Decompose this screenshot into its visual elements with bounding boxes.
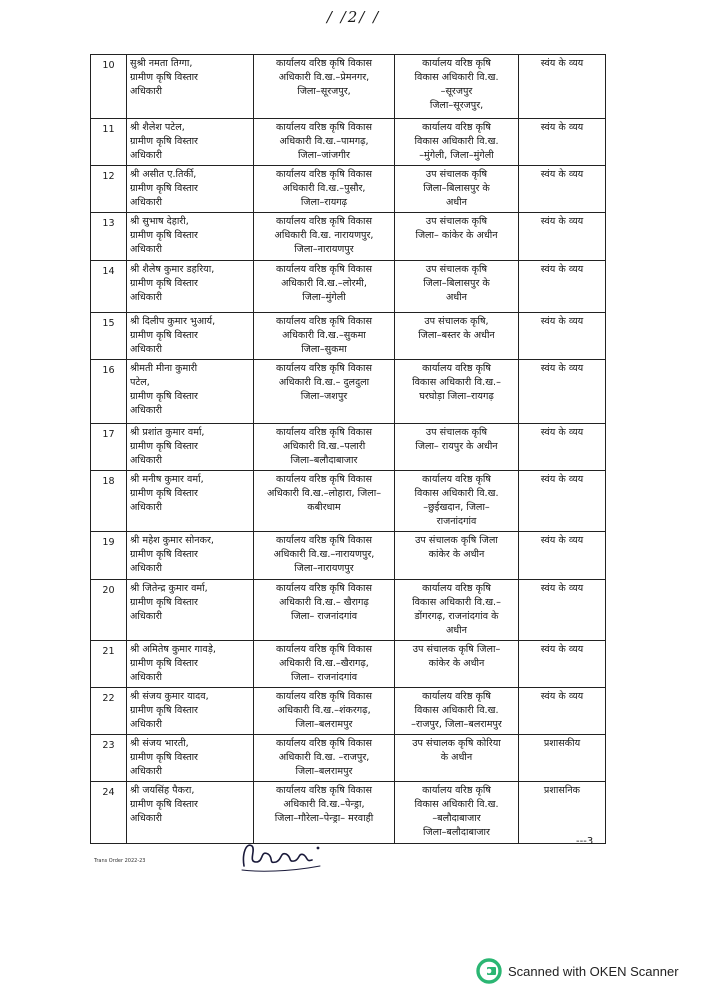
transfer-remark: स्वंय के व्यय — [519, 471, 606, 532]
serial-number: 19 — [91, 532, 127, 580]
from-office — [254, 55, 395, 119]
employee-name — [127, 688, 254, 735]
page-number: / /2/ / — [326, 8, 381, 26]
from-office-line: जिला–मुंगेली — [302, 292, 346, 303]
serial-number: 24 — [91, 782, 127, 844]
employee-name-line: श्री जयसिंह पैकरा, — [130, 785, 195, 796]
from-office-line: कार्यालय वरिष्ठ कृषि विकास — [275, 264, 373, 275]
employee-name-line: ग्रामीण कृषि विस्तार — [130, 136, 198, 147]
from-office — [254, 424, 395, 471]
from-office-line: जिला–नारायणपुर — [294, 244, 354, 255]
from-office — [254, 360, 395, 424]
to-office — [395, 532, 519, 580]
to-office — [395, 213, 519, 261]
to-office-line: उप संचालक कृषि, — [424, 316, 489, 327]
from-office-line: जिला– राजनांदगांव — [290, 611, 358, 622]
serial-number: 18 — [91, 471, 127, 532]
to-office-line: जिला–सूरजपुर, — [429, 100, 484, 111]
from-office — [254, 213, 395, 261]
from-office — [254, 735, 395, 782]
serial-number: 12 — [91, 166, 127, 213]
from-office-line: जिला– राजनांदगांव — [290, 672, 358, 683]
to-office-line: कार्यालय वरिष्ठ कृषि — [422, 785, 491, 796]
transfer-remark: स्वंय के व्यय — [519, 688, 606, 735]
from-office — [254, 119, 395, 166]
to-office-line: विकास अधिकारी वि.ख.– — [412, 377, 501, 388]
from-office-line: जिला–बलरामपुर — [295, 766, 353, 777]
to-office-line: डोंगरगढ़, राजनांदगांव के — [414, 611, 499, 622]
serial-number: 22 — [91, 688, 127, 735]
to-office-line: –मुंगेली, जिला–मुंगेली — [419, 150, 494, 161]
from-office-line: जिला–नारायणपुर — [294, 563, 354, 574]
to-office-line: जिला–बस्तर के अधीन — [418, 330, 495, 341]
to-office — [395, 641, 519, 688]
to-office — [395, 313, 519, 360]
to-office-line: कार्यालय वरिष्ठ कृषि — [422, 58, 491, 69]
to-office-line: कार्यालय वरिष्ठ कृषि — [422, 122, 491, 133]
table-row — [91, 735, 606, 782]
to-office-line: विकास अधिकारी वि.ख.– — [412, 597, 501, 608]
to-office-line: –छुईखदान, जिला– — [423, 502, 490, 513]
table-row — [91, 424, 606, 471]
from-office-line: कार्यालय वरिष्ठ कृषि विकास — [275, 122, 373, 133]
to-office-line: उप संचालक कृषि जिला — [415, 535, 498, 546]
employee-name-line: अधिकारी — [130, 292, 162, 303]
employee-name — [127, 166, 254, 213]
to-office — [395, 471, 519, 532]
from-office-line: अधिकारी वि.ख.–लोहारा, जिला– — [266, 488, 382, 499]
to-office-line: उप संचालक कृषि — [425, 264, 488, 275]
order-reference: Trans Order 2022-23 — [94, 858, 146, 864]
from-office-line: जिला–बलरामपुर — [295, 719, 353, 730]
table-row — [91, 471, 606, 532]
table-row — [91, 119, 606, 166]
to-office-line: कार्यालय वरिष्ठ कृषि — [422, 474, 491, 485]
table-row — [91, 213, 606, 261]
employee-name-line: ग्रामीण कृषि विस्तार — [130, 658, 198, 669]
employee-name-line: श्री दिलीप कुमार भुआर्य, — [130, 316, 216, 327]
to-office-line: जिला– रायपुर के अधीन — [415, 441, 498, 452]
employee-name-line: ग्रामीण कृषि विस्तार — [130, 441, 198, 452]
to-office-line: जिला–बिलासपुर के — [423, 183, 490, 194]
from-office-line: अधिकारी वि.ख.–पुसौर, — [282, 183, 366, 194]
serial-number: 23 — [91, 735, 127, 782]
employee-name-line: श्री जितेन्द्र कुमार वर्मा, — [130, 583, 208, 594]
serial-number: 21 — [91, 641, 127, 688]
transfer-remark: स्वंय के व्यय — [519, 213, 606, 261]
transfer-remark: स्वंय के व्यय — [519, 641, 606, 688]
to-office-line: अधीन — [445, 197, 468, 208]
to-office-line: अधीन — [445, 625, 468, 636]
employee-name-line: अधिकारी — [130, 150, 162, 161]
from-office-line: कार्यालय वरिष्ठ कृषि विकास — [275, 644, 373, 655]
to-office — [395, 782, 519, 844]
from-office-line: अधिकारी वि.ख. –राजपुर, — [278, 752, 370, 763]
employee-name-line: ग्रामीण कृषि विस्तार — [130, 705, 198, 716]
employee-name — [127, 261, 254, 313]
employee-name-line: अधिकारी — [130, 813, 162, 824]
employee-name — [127, 471, 254, 532]
from-office-line: कार्यालय वरिष्ठ कृषि विकास — [275, 474, 373, 485]
to-office-line: कांकेर के अधीन — [428, 549, 485, 560]
serial-number: 14 — [91, 261, 127, 313]
employee-name-line: श्री संजय कुमार यादव, — [130, 691, 209, 702]
employee-name-line: श्री शैलेश पटेल, — [130, 122, 185, 133]
to-office — [395, 55, 519, 119]
employee-name-line: अधिकारी — [130, 405, 162, 416]
employee-name-line: अधिकारी — [130, 611, 162, 622]
from-office — [254, 313, 395, 360]
serial-number: 16 — [91, 360, 127, 424]
to-office — [395, 424, 519, 471]
to-office-line: जिला– कांकेर के अधीन — [415, 230, 498, 241]
transfer-remark: स्वंय के व्यय — [519, 580, 606, 641]
to-office-line: के अधीन — [440, 752, 473, 763]
table-row — [91, 166, 606, 213]
from-office — [254, 688, 395, 735]
employee-name-line: श्री असीत ए.तिर्की, — [130, 169, 197, 180]
employee-name — [127, 735, 254, 782]
employee-name-line: ग्रामीण कृषि विस्तार — [130, 488, 198, 499]
employee-name — [127, 532, 254, 580]
serial-number: 20 — [91, 580, 127, 641]
employee-name — [127, 313, 254, 360]
continued-marker: ---3 — [576, 836, 594, 847]
from-office-line: कार्यालय वरिष्ठ कृषि विकास — [275, 216, 373, 227]
employee-name — [127, 641, 254, 688]
employee-name-line: ग्रामीण कृषि विस्तार — [130, 549, 198, 560]
employee-name-line: ग्रामीण कृषि विस्तार — [130, 72, 198, 83]
from-office-line: कार्यालय वरिष्ठ कृषि विकास — [275, 363, 373, 374]
table-row — [91, 580, 606, 641]
employee-name — [127, 119, 254, 166]
from-office-line: जिला–जशपुर — [300, 391, 348, 402]
employee-name-line: अधिकारी — [130, 766, 162, 777]
serial-number: 15 — [91, 313, 127, 360]
employee-name-line: श्रीमती मीना कुमारी — [130, 363, 198, 374]
employee-name-line: ग्रामीण कृषि विस्तार — [130, 391, 198, 402]
from-office-line: अधिकारी वि.ख.–लोरमी, — [281, 278, 367, 289]
from-office-line: कार्यालय वरिष्ठ कृषि विकास — [275, 427, 373, 438]
employee-name — [127, 360, 254, 424]
employee-name-line: अधिकारी — [130, 455, 162, 466]
to-office-line: विकास अधिकारी वि.ख. — [414, 72, 499, 83]
from-office-line: जिला–सूरजपुर, — [297, 86, 351, 97]
transfer-table — [90, 54, 606, 844]
employee-name-line: अधिकारी — [130, 672, 162, 683]
table-row — [91, 360, 606, 424]
serial-number: 11 — [91, 119, 127, 166]
to-office — [395, 735, 519, 782]
employee-name — [127, 424, 254, 471]
employee-name — [127, 580, 254, 641]
from-office-line: कार्यालय वरिष्ठ कृषि विकास — [275, 535, 373, 546]
employee-name-line: श्री शैलेष कुमार डहरिया, — [130, 264, 215, 275]
from-office-line: जिला–बलौदाबाजार — [290, 455, 358, 466]
employee-name-line: ग्रामीण कृषि विस्तार — [130, 330, 198, 341]
from-office — [254, 471, 395, 532]
from-office-line: अधिकारी वि.ख.–प्रेमनगर, — [278, 72, 370, 83]
to-office — [395, 688, 519, 735]
scanner-label: Scanned with OKEN Scanner — [508, 963, 679, 979]
to-office-line: जिला–बलौदाबाजार — [423, 827, 490, 838]
from-office-line: अधिकारी वि.ख.–पामगढ़, — [279, 136, 369, 147]
to-office — [395, 119, 519, 166]
employee-name — [127, 55, 254, 119]
to-office — [395, 580, 519, 641]
from-office-line: कबीरधाम — [307, 502, 341, 513]
scanner-watermark — [476, 958, 679, 984]
transfer-remark: स्वंय के व्यय — [519, 360, 606, 424]
to-office-line: उप संचालक कृषि — [425, 427, 488, 438]
from-office-line: अधिकारी वि.ख.–नारायणपुर, — [273, 549, 375, 560]
employee-name-line: अधिकारी — [130, 502, 162, 513]
to-office-line: –राजपुर, जिला–बलरामपुर — [411, 719, 502, 730]
to-office-line: जिला–बिलासपुर के — [423, 278, 490, 289]
employee-name — [127, 213, 254, 261]
from-office — [254, 580, 395, 641]
from-office — [254, 166, 395, 213]
to-office-line: विकास अधिकारी वि.ख. — [414, 488, 499, 499]
employee-name-line: सुश्री नमता तिग्गा, — [130, 58, 193, 69]
to-office-line: विकास अधिकारी वि.ख. — [414, 799, 499, 810]
from-office-line: अधिकारी वि.ख.– खैरागढ़ — [279, 597, 369, 608]
employee-name-line: अधिकारी — [130, 197, 162, 208]
to-office-line: कार्यालय वरिष्ठ कृषि — [422, 363, 491, 374]
employee-name-line: ग्रामीण कृषि विस्तार — [130, 278, 198, 289]
from-office-line: कार्यालय वरिष्ठ कृषि विकास — [275, 738, 373, 749]
from-office-line: कार्यालय वरिष्ठ कृषि विकास — [275, 583, 373, 594]
from-office — [254, 641, 395, 688]
from-office-line: कार्यालय वरिष्ठ कृषि विकास — [275, 691, 373, 702]
serial-number: 17 — [91, 424, 127, 471]
employee-name-line: श्री महेश कुमार सोनकर, — [130, 535, 214, 546]
table-row — [91, 688, 606, 735]
from-office-line: अधिकारी वि.ख.– दुलदुला — [278, 377, 370, 388]
transfer-remark: स्वंय के व्यय — [519, 261, 606, 313]
employee-name-line: ग्रामीण कृषि विस्तार — [130, 183, 198, 194]
to-office-line: विकास अधिकारी वि.ख. — [414, 136, 499, 147]
table-row — [91, 532, 606, 580]
transfer-remark: स्वंय के व्यय — [519, 55, 606, 119]
to-office — [395, 261, 519, 313]
employee-name-line: श्री अमितेष कुमार गावड़े, — [130, 644, 216, 655]
employee-name-line: अधिकारी — [130, 563, 162, 574]
from-office-line: अधिकारी वि.ख. नारायणपुर, — [274, 230, 374, 241]
transfer-remark: स्वंय के व्यय — [519, 166, 606, 213]
to-office-line: कार्यालय वरिष्ठ कृषि — [422, 691, 491, 702]
from-office-line: अधिकारी वि.ख.–शंकरगढ़, — [277, 705, 371, 716]
to-office-line: विकास अधिकारी वि.ख. — [414, 705, 499, 716]
transfer-remark: स्वंय के व्यय — [519, 119, 606, 166]
to-office — [395, 360, 519, 424]
table-row — [91, 782, 606, 844]
to-office-line: घरघोड़ा जिला–रायगढ़ — [419, 391, 494, 402]
employee-name-line: श्री मनीष कुमार वर्मा, — [130, 474, 204, 485]
to-office — [395, 166, 519, 213]
signature — [238, 832, 330, 876]
oken-logo-icon — [476, 958, 502, 984]
transfer-remark: स्वंय के व्यय — [519, 313, 606, 360]
transfer-remark: प्रशासकीय — [519, 735, 606, 782]
from-office-line: जिला–रायगढ़ — [300, 197, 348, 208]
from-office-line: जिला–सुकमा — [301, 344, 347, 355]
from-office-line: जिला–गौरेला–पेन्ड्रा– मरवाही — [274, 813, 374, 824]
from-office-line: जिला–जांजगीर — [298, 150, 350, 161]
employee-name-line: अधिकारी — [130, 86, 162, 97]
employee-name-line: अधिकारी — [130, 344, 162, 355]
to-office-line: अधीन — [445, 292, 468, 303]
transfer-table-body — [91, 55, 606, 844]
transfer-remark: स्वंय के व्यय — [519, 532, 606, 580]
from-office-line: अधिकारी वि.ख.–पलारी — [282, 441, 366, 452]
from-office-line: अधिकारी वि.ख.–पेन्ड्रा, — [283, 799, 365, 810]
to-office-line: उप संचालक कृषि — [425, 216, 488, 227]
to-office-line: राजनांदगांव — [436, 516, 477, 527]
table-row — [91, 55, 606, 119]
to-office-line: कार्यालय वरिष्ठ कृषि — [422, 583, 491, 594]
serial-number: 10 — [91, 55, 127, 119]
table-row — [91, 261, 606, 313]
from-office-line: कार्यालय वरिष्ठ कृषि विकास — [275, 785, 373, 796]
serial-number: 13 — [91, 213, 127, 261]
table-row — [91, 641, 606, 688]
from-office-line: कार्यालय वरिष्ठ कृषि विकास — [275, 316, 373, 327]
employee-name-line: ग्रामीण कृषि विस्तार — [130, 597, 198, 608]
employee-name-line: अधिकारी — [130, 719, 162, 730]
employee-name-line: श्री संजय भारती, — [130, 738, 189, 749]
from-office-line: अधिकारी वि.ख.–खैरागढ़, — [279, 658, 369, 669]
employee-name-line: ग्रामीण कृषि विस्तार — [130, 799, 198, 810]
from-office-line: अधिकारी वि.ख.–सुकमा — [282, 330, 366, 341]
to-office-line: उप संचालक कृषि — [425, 169, 488, 180]
employee-name-line: ग्रामीण कृषि विस्तार — [130, 230, 198, 241]
from-office — [254, 532, 395, 580]
to-office-line: उप संचालक कृषि कोरिया — [412, 738, 501, 749]
transfer-remark: प्रशासनिक — [519, 782, 606, 844]
employee-name-line: पटेल, — [130, 377, 150, 388]
to-office-line: –बलौदाबाजार — [432, 813, 481, 824]
to-office-line: कांकेर के अधीन — [428, 658, 485, 669]
from-office-line: कार्यालय वरिष्ठ कृषि विकास — [275, 169, 373, 180]
employee-name — [127, 782, 254, 844]
transfer-remark: स्वंय के व्यय — [519, 424, 606, 471]
from-office — [254, 261, 395, 313]
from-office-line: कार्यालय वरिष्ठ कृषि विकास — [275, 58, 373, 69]
employee-name-line: श्री प्रशांत कुमार वर्मा, — [130, 427, 205, 438]
employee-name-line: श्री सुभाष देहारी, — [130, 216, 189, 227]
employee-name-line: अधिकारी — [130, 244, 162, 255]
employee-name-line: ग्रामीण कृषि विस्तार — [130, 752, 198, 763]
table-row — [91, 313, 606, 360]
to-office-line: –सूरजपुर — [440, 86, 473, 97]
to-office-line: उप संचालक कृषि जिला– — [412, 644, 501, 655]
